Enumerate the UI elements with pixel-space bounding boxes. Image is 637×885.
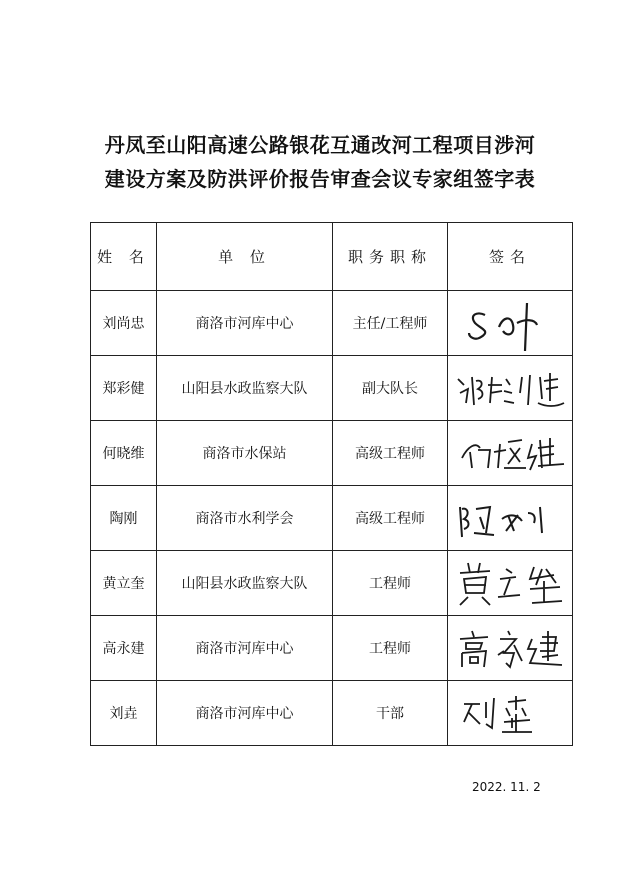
cell-unit: 山阳县水政监察大队 <box>157 551 333 616</box>
handwritten-signature <box>450 493 570 543</box>
cell-title: 高级工程师 <box>333 421 448 486</box>
signature-cell <box>448 291 573 356</box>
cell-unit: 山阳县水政监察大队 <box>157 356 333 421</box>
table-row <box>91 616 573 681</box>
table-row <box>91 681 573 746</box>
cell-name: 刘尚忠 <box>91 291 157 356</box>
cell-name: 何晓维 <box>91 421 157 486</box>
header-title: 职务职称 <box>333 223 448 291</box>
table-row <box>91 551 573 616</box>
handwritten-signature <box>455 293 565 353</box>
cell-name: 郑彩健 <box>91 356 157 421</box>
title-line-2: 建设方案及防洪评价报告审查会议专家组签字表 <box>104 167 536 191</box>
cell-unit: 商洛市水保站 <box>157 421 333 486</box>
header-signature: 签名 <box>448 223 573 291</box>
cell-unit: 商洛市河库中心 <box>157 681 333 746</box>
handwritten-signature <box>450 688 570 738</box>
handwritten-signature <box>450 555 570 611</box>
cell-unit: 商洛市河库中心 <box>157 291 333 356</box>
signature-cell <box>448 616 573 681</box>
cell-name: 黄立奎 <box>91 551 157 616</box>
signature-table <box>90 222 573 746</box>
signature-cell <box>448 421 573 486</box>
signature-cell <box>448 681 573 746</box>
signature-cell <box>448 551 573 616</box>
table-row <box>91 486 573 551</box>
document-title <box>60 128 580 196</box>
table-header-row <box>91 223 573 291</box>
cell-name: 陶刚 <box>91 486 157 551</box>
cell-title: 副大队长 <box>333 356 448 421</box>
header-unit: 单 位 <box>157 223 333 291</box>
document-date: 2022. 11. 2 <box>472 780 541 794</box>
table-row <box>91 356 573 421</box>
handwritten-signature <box>450 428 570 478</box>
header-name: 姓 名 <box>91 223 157 291</box>
cell-name: 刘垚 <box>91 681 157 746</box>
signature-cell <box>448 356 573 421</box>
title-line-1: 丹凤至山阳高速公路银花互通改河工程项目涉河 <box>104 133 536 157</box>
handwritten-signature <box>450 623 570 673</box>
cell-unit: 商洛市水利学会 <box>157 486 333 551</box>
cell-unit: 商洛市河库中心 <box>157 616 333 681</box>
cell-title: 工程师 <box>333 616 448 681</box>
cell-title: 工程师 <box>333 551 448 616</box>
signature-cell <box>448 486 573 551</box>
handwritten-signature <box>450 363 570 413</box>
cell-name: 高永建 <box>91 616 157 681</box>
table-row <box>91 291 573 356</box>
table-row <box>91 421 573 486</box>
cell-title: 高级工程师 <box>333 486 448 551</box>
cell-title: 主任/工程师 <box>333 291 448 356</box>
cell-title: 干部 <box>333 681 448 746</box>
